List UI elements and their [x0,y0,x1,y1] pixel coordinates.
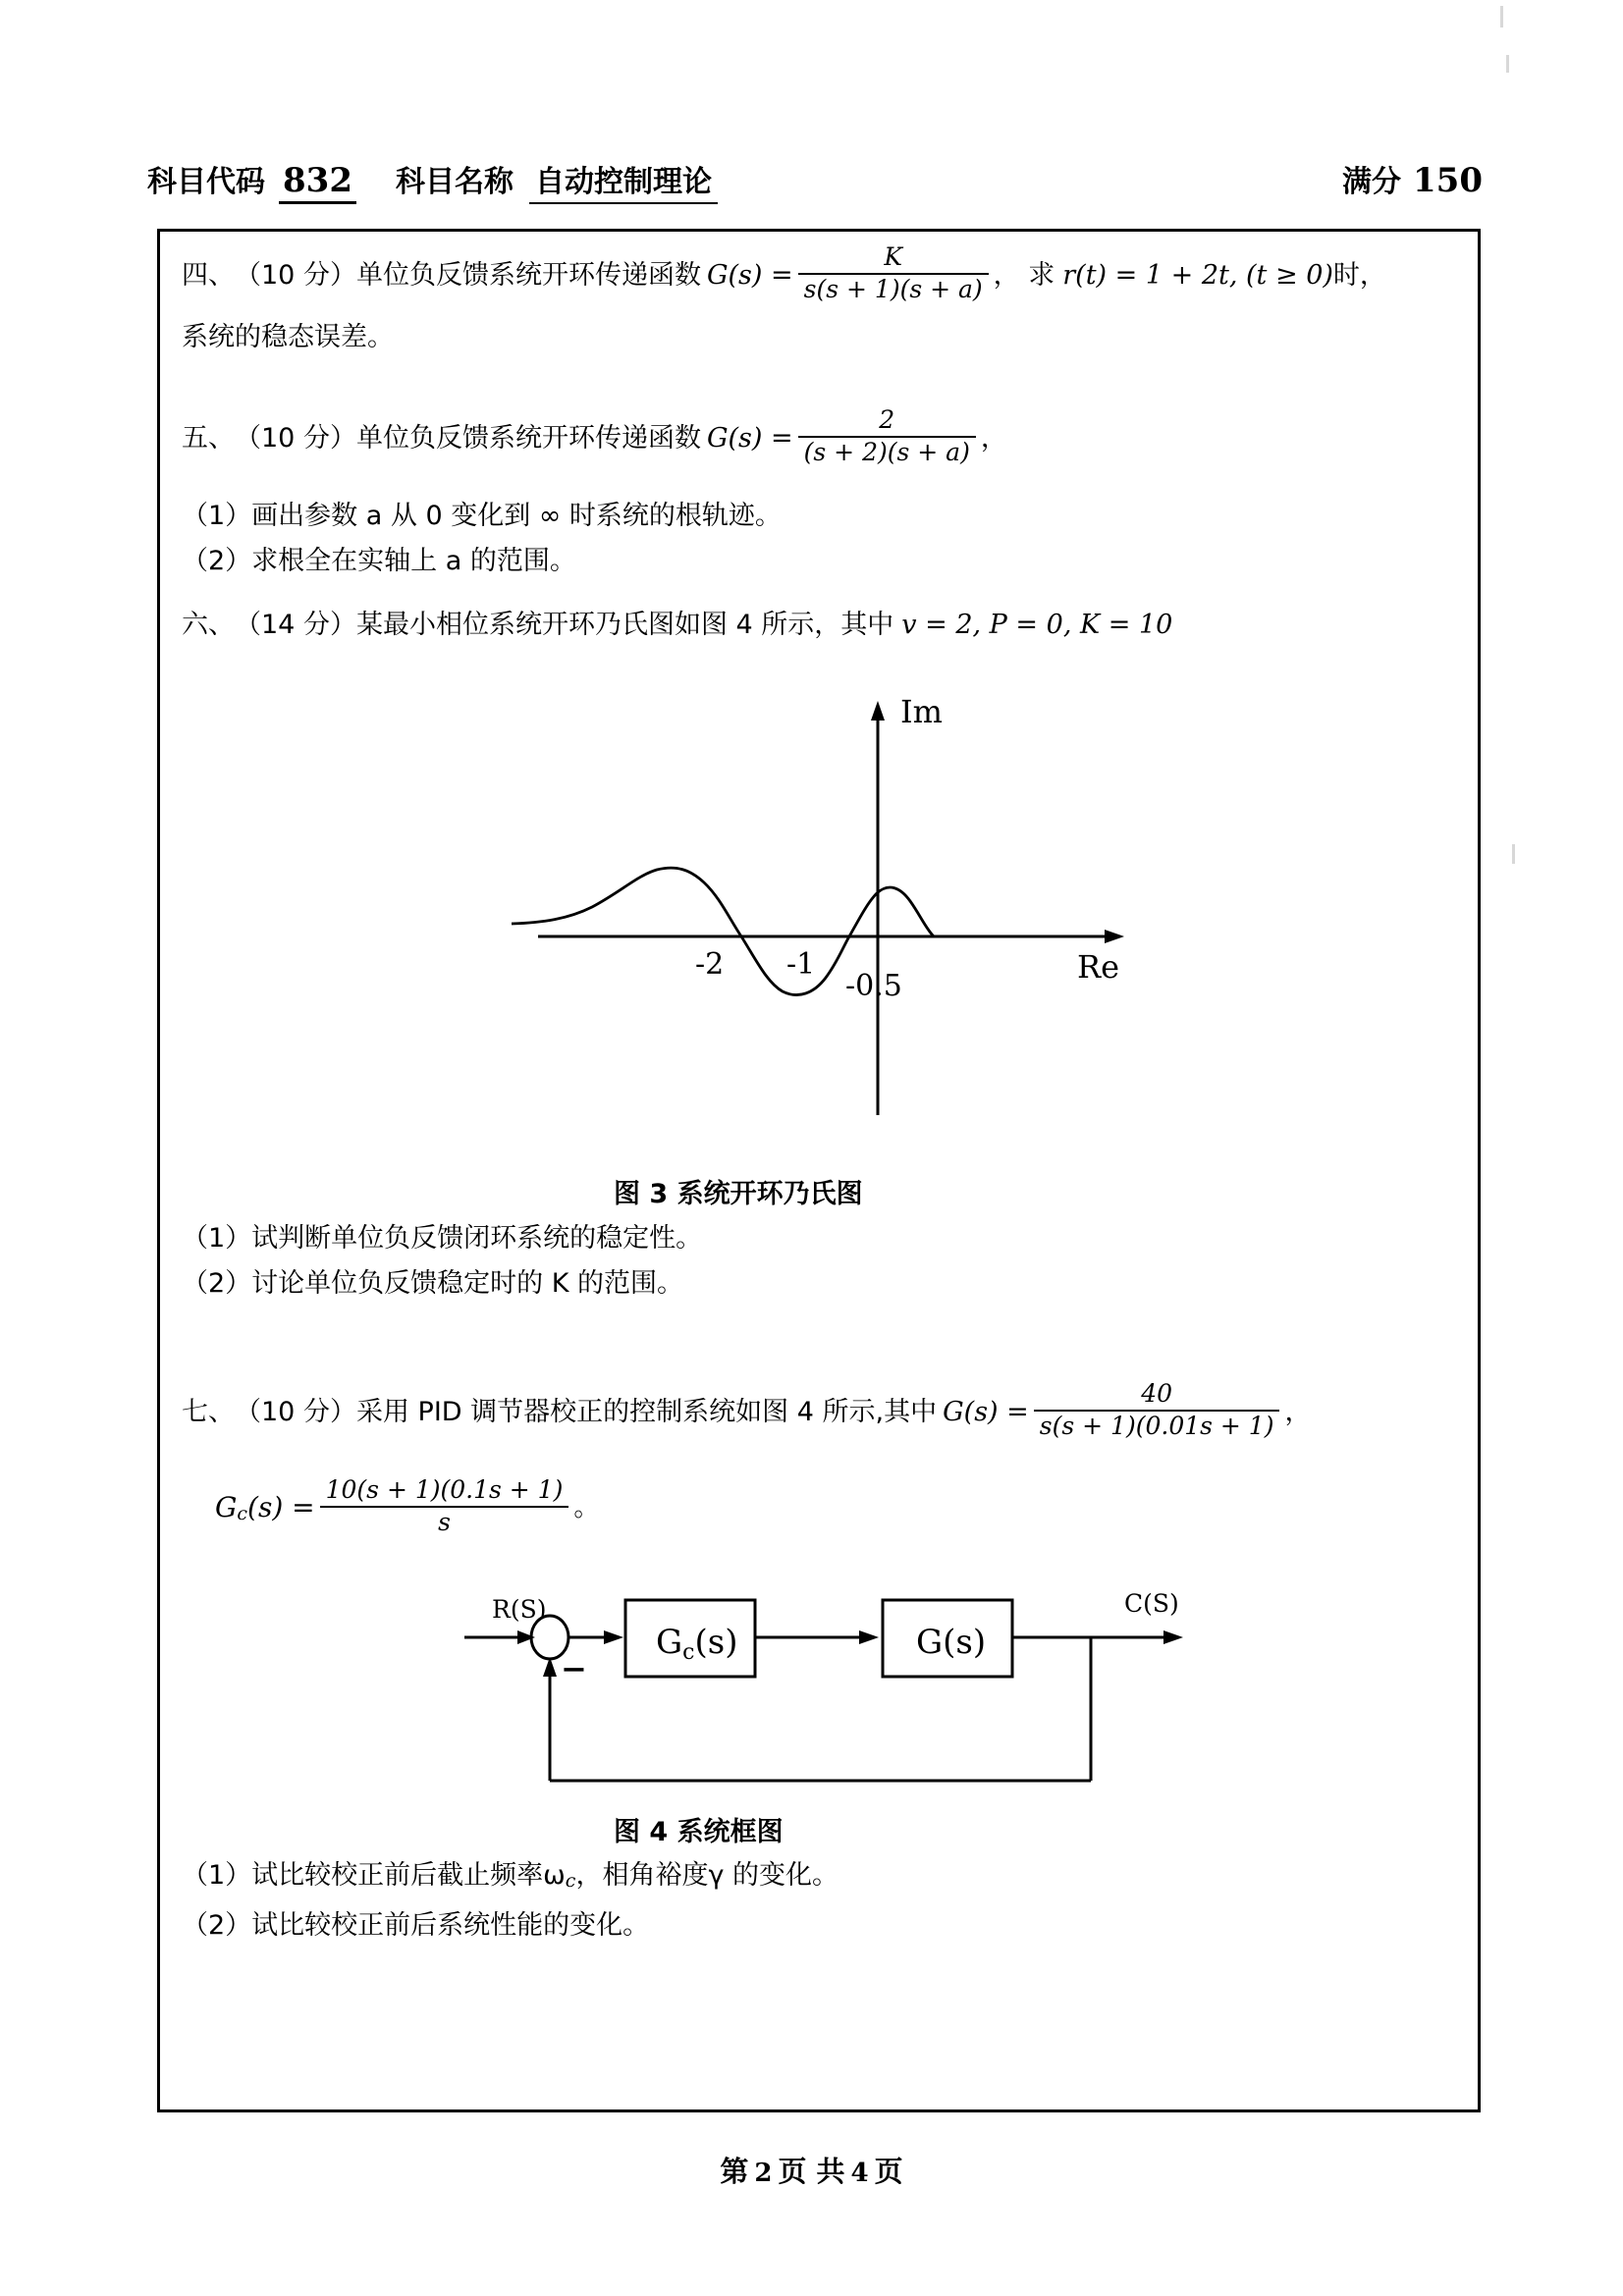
gc-numerator: 10(s + 1)(0.1s + 1) [325,1475,564,1504]
question-7-number: 七、 [182,1397,235,1428]
question-6-item-1: （1）试判断单位负反馈闭环系统的稳定性。 [182,1223,703,1254]
question-7-stem: 采用 PID 调节器校正的控制系统如图 4 所示,其中 [355,1397,938,1428]
question-4-denominator: s(s + 1)(s + a) [798,273,989,304]
question-7-numerator: 40 [1141,1379,1173,1408]
question-4-stem-post: 时， [1332,260,1386,292]
minus-sign: − [561,1650,587,1687]
question-6-points: （14 分） [235,609,356,640]
footer-prefix: 第 [720,2155,749,2188]
question-5-item-2: （2）求根全在实轴上 a 的范围。 [182,546,576,576]
question-4-func-label: G(s) = [706,260,793,292]
figure-3-nyquist-plot [484,683,1171,1145]
question-4-condition: r(t) = 1 + 2t, (t ≥ 0) [1062,260,1333,292]
question-5-func-label: G(s) = [706,423,793,454]
gc-denominator: s [320,1506,569,1537]
question-6-item-2: （2）讨论单位负反馈稳定时的 K 的范围。 [182,1268,684,1299]
im-axis [871,701,885,1115]
content-box [157,229,1481,2112]
footer-suffix: 页 [874,2155,903,2188]
gc-subscript: c [237,1502,248,1524]
question-7-points: （10 分） [235,1397,356,1428]
question-4-line2: 系统的稳态误差。 [182,322,394,352]
total-score-label: 满分 [1342,165,1402,199]
footer-page-number: 2 [754,2159,773,2188]
question-5-line1 [182,405,1007,469]
question-7-item-1-rest: ，相角裕度γ 的变化。 [575,1859,839,1891]
gc-fraction [320,1476,569,1537]
footer-total-pages: 4 [850,2159,869,2188]
omega-subscript: c [565,1869,576,1892]
footer-middle: 页 共 [778,2155,845,2188]
question-7-line1 [182,1379,1312,1443]
question-5-number: 五、 [182,423,235,454]
question-5-numerator: 2 [879,405,895,434]
question-4-points: （10 分） [235,260,356,292]
question-7-gc-formula [215,1475,600,1539]
question-5-denominator: (s + 2)(s + a) [798,436,976,467]
question-7-item-1-text: （1）试比较校正前后截止频率ω [182,1859,566,1891]
re-axis-label: Re [1077,948,1120,986]
question-6-line1 [182,605,1172,644]
question-4-numerator: K [884,242,902,271]
block-diagram-svg [455,1586,1201,1802]
question-7-stem-post: ， [1284,1397,1312,1428]
scan-artifact-right [1512,844,1515,864]
re-axis [538,930,1124,943]
gc-rest: (s) = [247,1491,315,1524]
tick-label-minus1: -1 [786,947,816,982]
question-6-params: v = 2, P = 0, K = 10 [901,609,1173,640]
sum-to-gc-arrow [569,1630,623,1644]
page-header [147,157,1483,212]
question-4-line1 [182,242,1386,306]
input-label: R(S) [492,1595,547,1624]
question-6-number: 六、 [182,609,235,640]
question-5-stem-post: ， [980,423,1007,454]
question-4-stem: 单位负反馈系统开环传递函数 [355,260,701,292]
gc-to-g-arrow [755,1630,879,1644]
gc-label: G [215,1491,238,1524]
subject-code-value: 832 [279,161,356,204]
question-7-func-label: G(s) = [943,1397,1029,1428]
figure-4-caption: 图 4 系统框图 [614,1817,784,1847]
question-5-stem: 单位负反馈系统开环传递函数 [355,423,701,454]
question-7-item-2: （2）试比较校正前后系统性能的变化。 [182,1910,650,1941]
question-6-stem: 某最小相位系统开环乃氏图如图 4 所示，其中 [355,609,894,640]
nyquist-svg [484,683,1171,1145]
input-arrow [464,1630,535,1644]
scan-artifact-top [1500,6,1503,27]
figure-4-block-diagram [455,1586,1201,1802]
question-7-denominator: s(s + 1)(0.01s + 1) [1034,1410,1280,1441]
scan-artifact-top-2 [1506,55,1509,73]
subject-name-label: 科目名称 [395,165,514,199]
gc-end: 。 [573,1492,600,1522]
total-score [1342,157,1483,200]
question-5-item-1: （1）画出参数 a 从 0 变化到 ∞ 时系统的根轨迹。 [182,501,782,531]
subject-code-label: 科目代码 [147,165,265,199]
question-4-number: 四、 [182,260,235,292]
total-score-value: 150 [1413,161,1483,200]
question-4-stem-mid: ， 求 [993,260,1055,292]
gc-block-label: Gc(s) [656,1623,738,1665]
page-footer [0,2150,1623,2190]
question-5-points: （10 分） [235,423,356,454]
question-7-item-1 [182,1855,839,1895]
tick-label-minus2: -2 [695,947,725,982]
output-label: C(S) [1124,1589,1179,1618]
output-arrow [1012,1630,1183,1644]
question-7-fraction [1034,1380,1280,1441]
subject-name-value: 自动控制理论 [529,157,718,204]
g-block-label: G(s) [916,1623,987,1662]
tick-label-minus05: -0.5 [845,969,902,1003]
figure-3-caption: 图 3 系统开环乃氏图 [614,1179,863,1209]
question-4-fraction [798,243,989,304]
im-axis-label: Im [900,693,943,730]
question-5-fraction [798,406,976,467]
